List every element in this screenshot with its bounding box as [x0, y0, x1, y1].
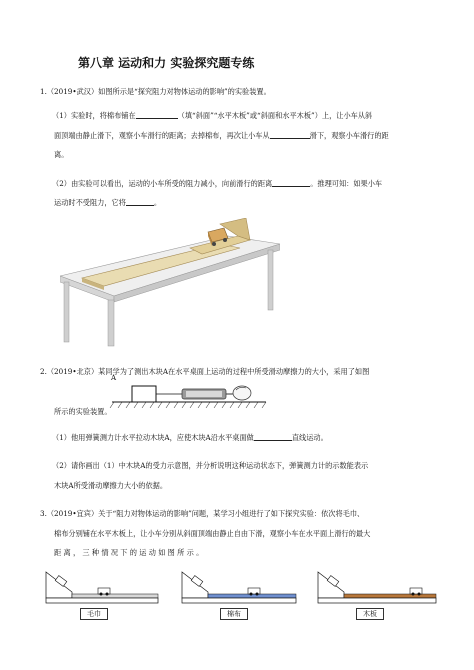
q1-part1-line1 — [52, 106, 372, 125]
q2-p1-text-a: （1）他用弹簧测力计水平拉动木块A，应使木块A沿水平桌面做 — [52, 433, 254, 442]
q2-part2-line2: 木块A所受滑动摩擦力大小的依据。 — [54, 481, 168, 490]
surface-label-towel: 毛巾 — [80, 608, 108, 620]
q3-line1: 3.（2019•宜宾）关于“阻力对物体运动的影响”问题，某学习小组进行了如下探究实验：依次将毛巾、 — [40, 509, 365, 518]
q1-p1-text-c: 面顶端由静止滑下，观察小车滑行的距离；去掉棉布，再次让小车从 — [54, 131, 270, 140]
q1-p1-text-a: （1）实验时，将棉布铺在 — [52, 111, 136, 120]
hand-icon — [233, 386, 251, 400]
answer-blank[interactable] — [126, 197, 154, 206]
towel-surface-panel — [46, 572, 158, 603]
cloth-surface-panel — [182, 572, 296, 603]
ramp-apparatus-figure — [60, 218, 280, 348]
surface-label-cloth: 棉布 — [220, 608, 248, 620]
spring-scale-apparatus-figure — [52, 378, 282, 410]
q1-intro: 1.（2019•武汉）如图所示是“探究阻力对物体运动的影响”的实验装置。 — [40, 87, 271, 96]
q1-p1-text-b: （填“斜面”“水平木板”或“斜面和水平木板”）上，让小车从斜 — [177, 111, 373, 120]
q2-intro-line2: 所示的实验装置。 — [54, 407, 112, 416]
q1-p2-text-a: （2）由实验可以看出，运动的小车所受的阻力减小，向前滑行的距离 — [52, 179, 273, 188]
answer-blank[interactable] — [272, 178, 310, 187]
q2-intro-line1: 2.（2019•北京）某同学为了测出木块A在水平桌面上运动的过程中所受滑动摩擦力的大小，采用了如图 — [40, 367, 370, 376]
q1-part2-line2 — [54, 193, 161, 212]
q1-p2-text-c: 运动时不受阻力，它将 — [54, 198, 126, 207]
spring-scale-icon — [182, 389, 234, 399]
surface-label-wood: 木板 — [356, 608, 384, 620]
block-a — [132, 386, 156, 402]
q2-p1-text-b: 直线运动。 — [291, 433, 328, 442]
q1-part2-line1 — [52, 174, 382, 193]
q1-p2-text-d: 。 — [153, 198, 162, 207]
answer-blank[interactable] — [136, 110, 178, 119]
wood-surface-panel — [318, 572, 436, 603]
page-title: 第八章 运动和力 实验探究题专练 — [78, 56, 255, 70]
q1-p1-text-d: 滑下，观察小车滑行的距 — [309, 131, 389, 140]
block-label: A — [111, 374, 117, 382]
q1-part1-line2 — [54, 126, 389, 145]
q3-line3: 距 离 ， 三 种 情 况 下 的 运 动 如 图 所 示 。 — [54, 548, 204, 557]
q2-part2-line1: （2）请你画出（1）中木块A的受力示意图，并分析说明这种运动状态下，弹簧测力计的示数能表示 — [52, 461, 369, 470]
answer-blank[interactable] — [270, 130, 310, 139]
q1-part1-line3: 离。 — [54, 150, 69, 159]
q1-p2-text-b: 。推理可知：如果小车 — [310, 179, 383, 188]
answer-blank[interactable] — [254, 432, 292, 441]
q3-line2: 棉布分别铺在水平木板上，让小车分别从斜面顶端由静止自由下滑，观察小车在水平面上滑行的最大 — [54, 529, 371, 538]
q2-part1 — [52, 428, 328, 447]
